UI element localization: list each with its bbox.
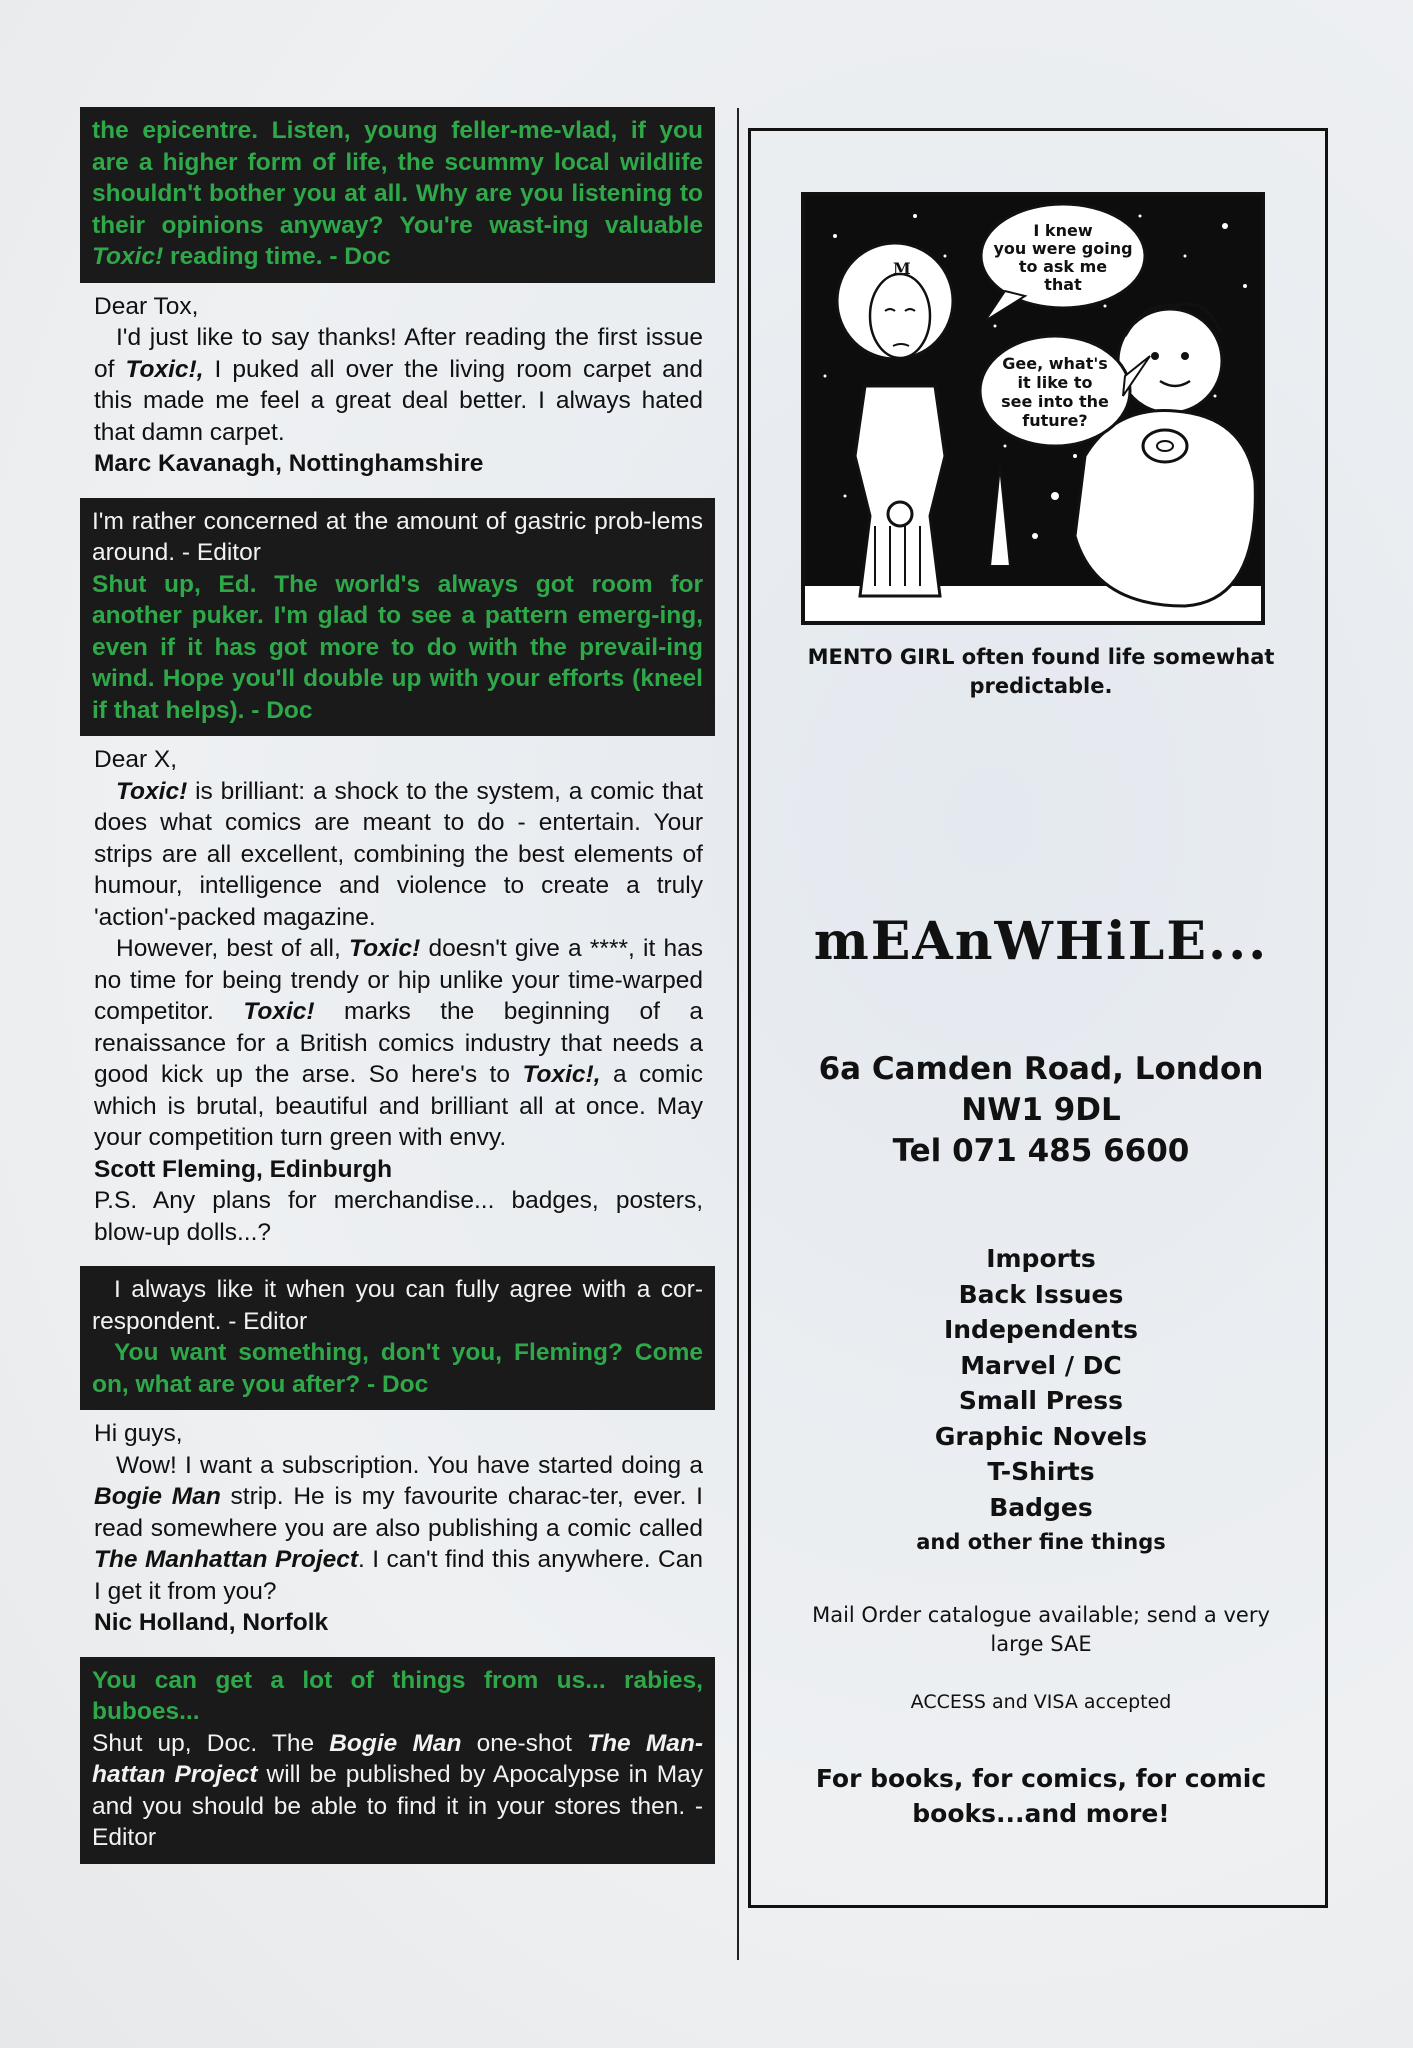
column-divider: [737, 108, 739, 1960]
meanwhile-logo: mEAnWHiLE...: [813, 911, 1269, 972]
letter-2: [80, 736, 715, 1248]
letter-signature: Nic Holland, Norfolk: [94, 1609, 329, 1636]
product-item: Marvel / DC: [960, 1350, 1122, 1380]
reply-block-1: [80, 107, 715, 283]
svg-text:I knew: I knew: [1033, 221, 1093, 240]
letter-3: [80, 1410, 715, 1639]
letter-1: [80, 283, 715, 480]
payment-note: ACCESS and VISA accepted: [910, 1691, 1172, 1713]
letter-greeting: Dear X,: [94, 746, 178, 773]
letter-greeting: Dear Tox,: [94, 292, 199, 320]
svg-text:see into the: see into the: [1001, 392, 1109, 411]
doc-reply: Shut up, Ed. The world's always got room for another puker. I'm glad to see a pattern emerg-ing, even if it has got more to do with the prevail-ing wind. Hope you'll double up with your efforts (kneel if that helps). - Doc: [92, 570, 703, 724]
letter-postscript: P.S. Any plans for merchandise... badges, posters, blow-up dolls...?: [94, 1187, 703, 1246]
letters-column: [80, 107, 715, 1864]
comic-caption: MENTO GIRL often found life somewhat predictable.: [807, 645, 1275, 698]
mail-order-note: Mail Order catalogue available; send a very large SAE: [812, 1603, 1270, 1656]
letter-greeting: Hi guys,: [94, 1420, 183, 1447]
editor-reply: Shut up, Doc. The Bogie Man one-shot The Man-hattan Project will be published by Apocalypse in May and you should be able to find it in your stores then. - Editor: [92, 1729, 703, 1851]
svg-text:that: that: [1044, 275, 1082, 294]
comic-illustration: [805, 196, 1261, 621]
letter-signature: Scott Fleming, Edinburgh: [94, 1155, 393, 1183]
svg-text:you were going: you were going: [993, 239, 1133, 258]
phone-number: Tel 071 485 6600: [892, 1133, 1190, 1169]
meanwhile-advert: [748, 128, 1328, 1908]
product-item: T-Shirts: [987, 1457, 1095, 1486]
product-item: Back Issues: [958, 1279, 1124, 1309]
product-item: Small Press: [958, 1386, 1124, 1415]
letter-body: However, best of all, Toxic! doesn't give a ****, it has no time for being trendy or hip unlike your time-warped competitor. Toxic! marks the beginning of a renaissance for a British comics industry that needs a good kick up the arse. So here's to Toxic!, a comic which is brutal, beautiful and brilliant all at once. May your competition turn green with envy.: [94, 935, 704, 1151]
letter-body: I'd just like to say thanks! After reading the first issue of Toxic!, I puked all over the living room carpet and this made me feel a great deal better. I always hated that damn carpet.: [94, 324, 703, 446]
reply-block-3: [80, 1266, 715, 1410]
letter-signature: Marc Kavanagh, Nottinghamshire: [94, 450, 484, 477]
comic-panel: [801, 192, 1265, 625]
product-item: Graphic Novels: [934, 1421, 1148, 1451]
doc-reply: the epicentre. Listen, young feller-me-vlad, if you are a higher form of life, the scummy local wildlife shouldn't bother you at all. Why are you listening to their opinions anyway? You're wast-ing valuable Toxic! reading time. - Doc: [92, 117, 703, 270]
svg-text:future?: future?: [1022, 411, 1088, 430]
product-item: Badges: [989, 1492, 1093, 1522]
product-item: Imports: [986, 1244, 1096, 1273]
product-item: Independents: [943, 1315, 1139, 1344]
svg-text:to ask me: to ask me: [1018, 257, 1108, 276]
editor-reply: I'm rather concerned at the amount of gastric prob-lems around. - Editor: [92, 507, 703, 566]
shop-address: [771, 1049, 1311, 1172]
advert-tagline: For books, for comics, for comic books...and more!: [815, 1764, 1267, 1828]
product-footer: and other fine things: [916, 1530, 1166, 1554]
doc-reply: You can get a lot of things from us... rabies, buboes...: [92, 1666, 703, 1725]
postcode: NW1 9DL: [961, 1092, 1121, 1128]
editor-reply: I always like it when you can fully agree with a cor-respondent. - Editor: [92, 1276, 703, 1335]
product-list: [771, 1241, 1311, 1561]
address-line: 6a Camden Road, London: [818, 1051, 1264, 1087]
svg-text:it like to: it like to: [1017, 373, 1093, 392]
svg-text:M: M: [893, 259, 911, 278]
doc-reply: You want something, don't you, Fleming? Come on, what are you after? - Doc: [92, 1339, 703, 1398]
letter-body: Wow! I want a subscription. You have started doing a Bogie Man strip. He is my favourite charac-ter, ever. I read somewhere you are also publishing a comic called The Manhattan Project. I can't find this anywhere. Can I get it from you?: [94, 1451, 703, 1605]
reply-block-2: [80, 498, 715, 737]
reply-block-4: [80, 1657, 715, 1864]
svg-text:Gee, what's: Gee, what's: [1002, 354, 1108, 373]
letter-body: Toxic! is brilliant: a shock to the system, a comic that does what comics are meant to do - entertain. Your strips are all excellent, combining the best elements of humour, intelligence and violence to create a truly 'action'-packed magazine.: [94, 777, 703, 931]
